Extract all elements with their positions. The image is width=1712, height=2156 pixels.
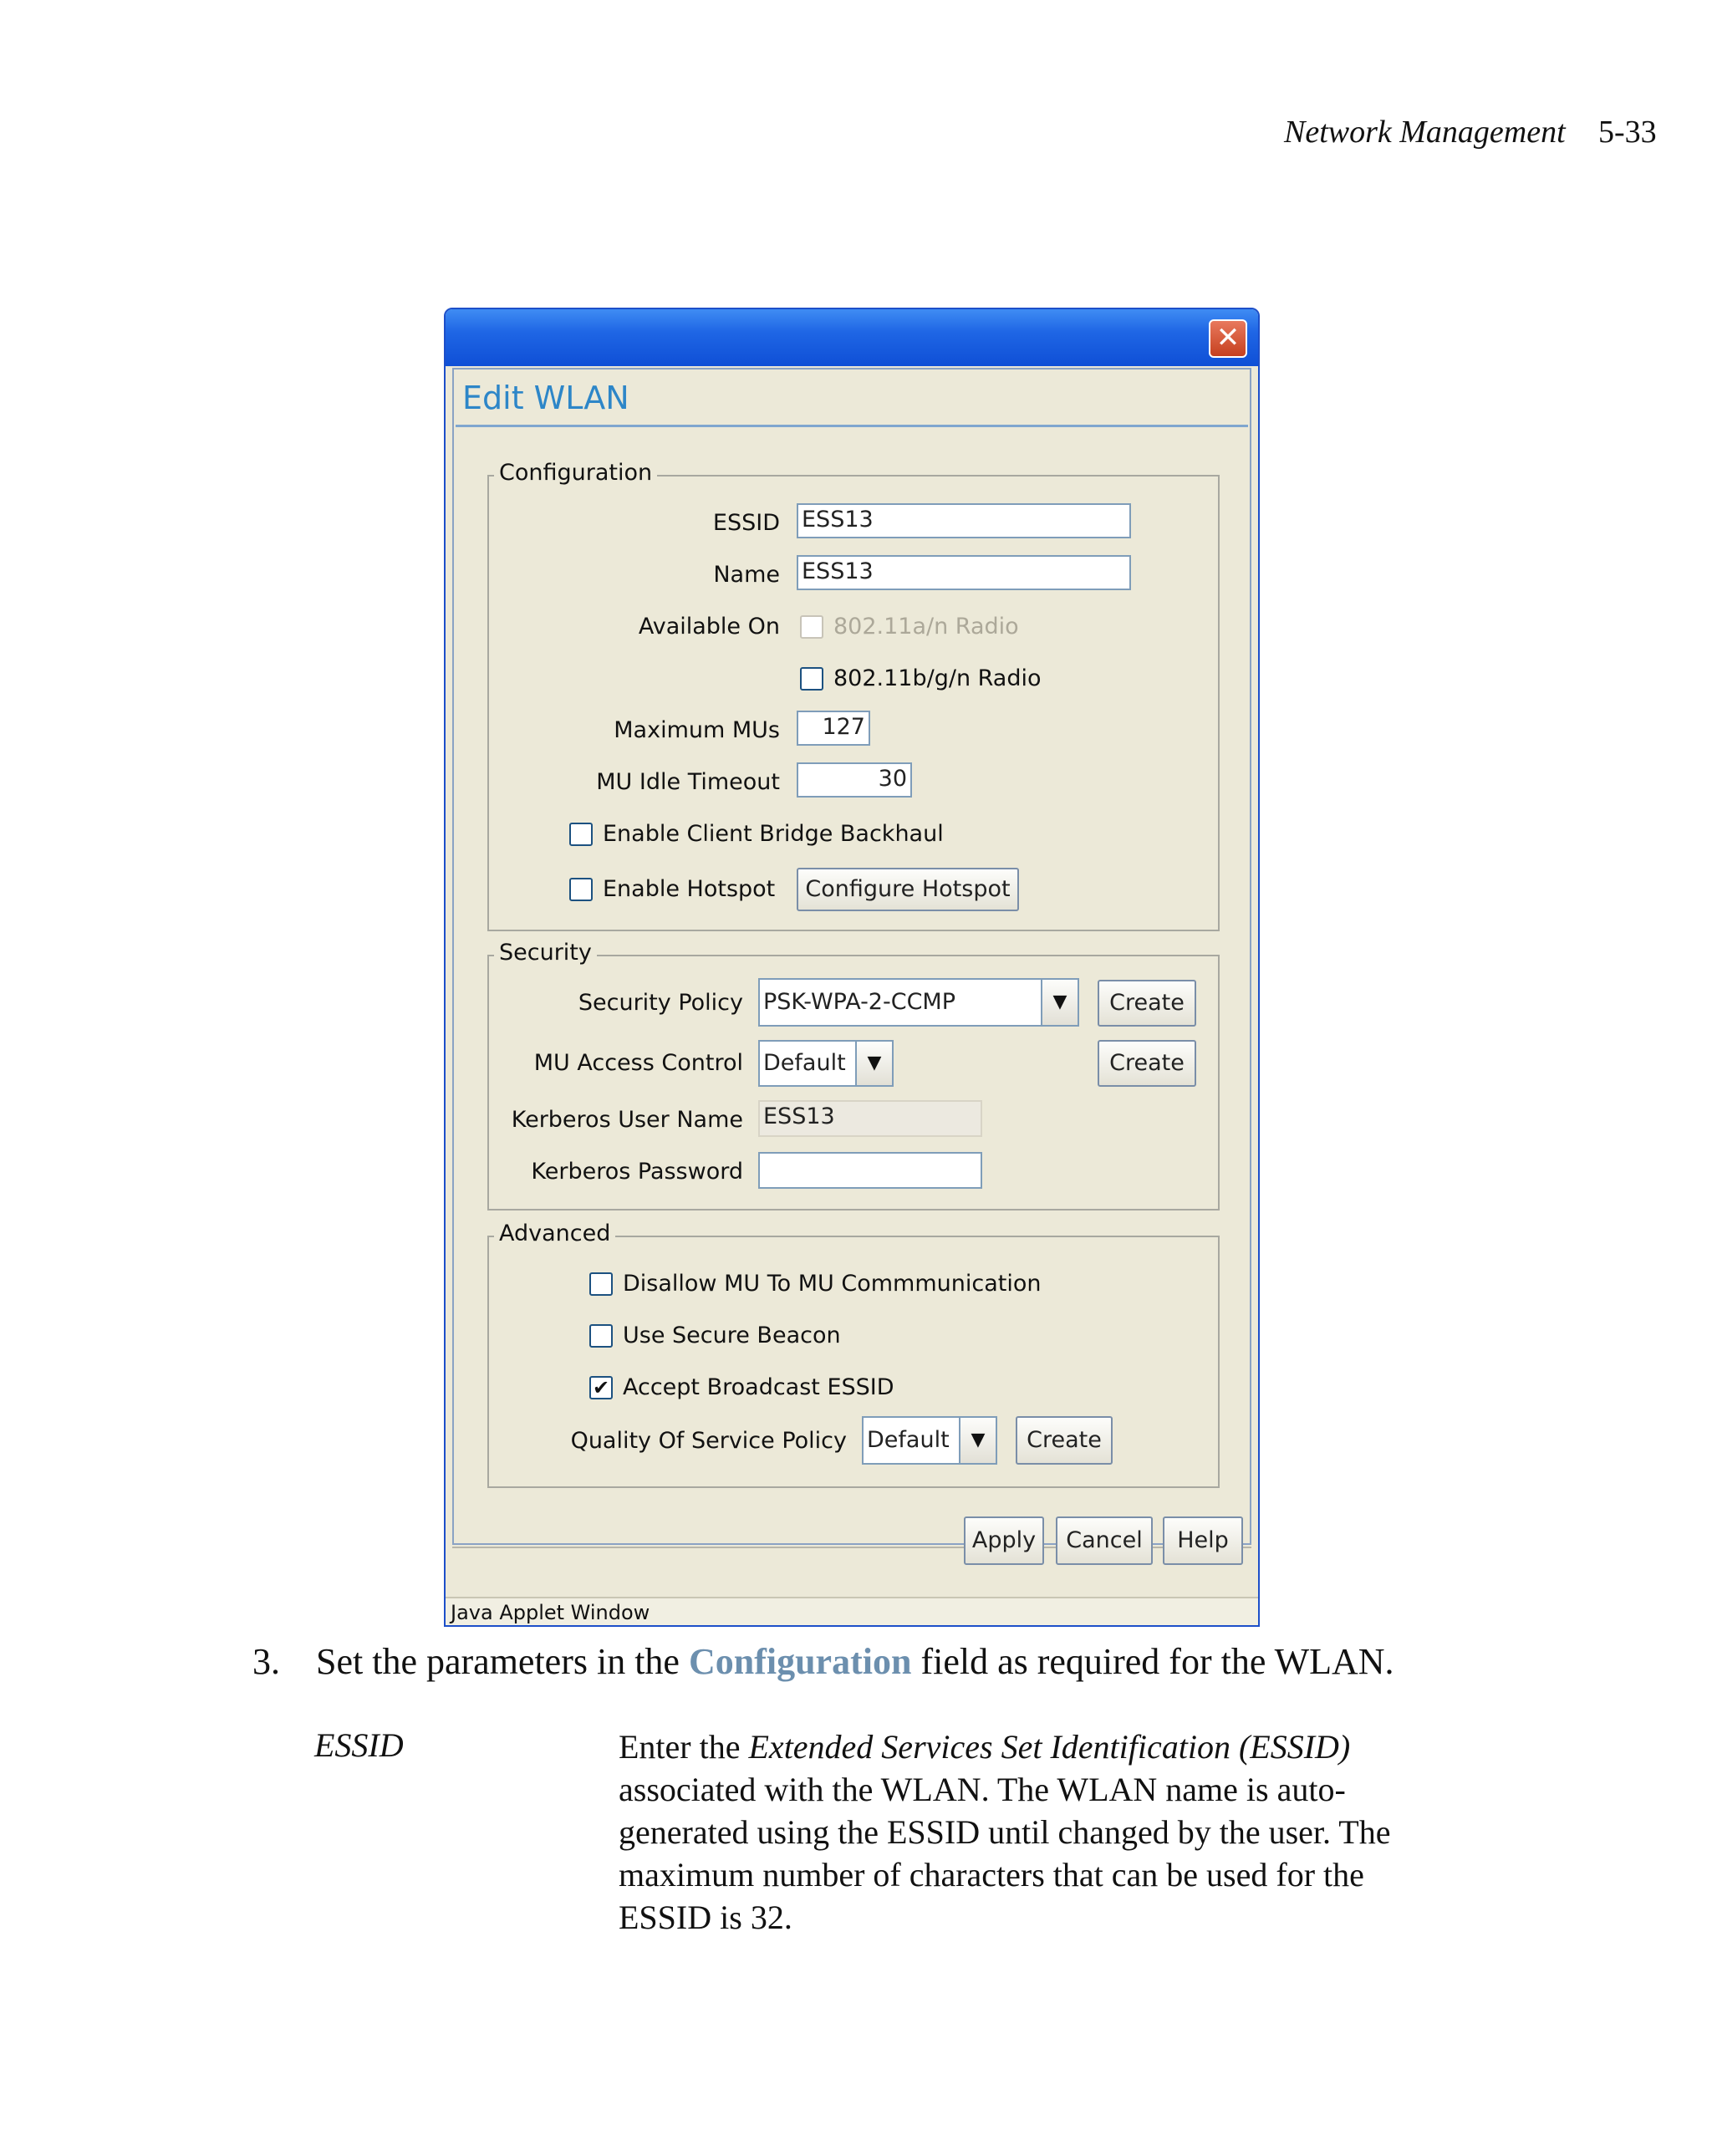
secure-beacon-checkbox[interactable] — [589, 1324, 613, 1348]
kerberos-user-label: Kerberos User Name — [511, 1107, 743, 1133]
name-label: Name — [713, 562, 780, 588]
hotspot-checkbox[interactable] — [569, 878, 593, 901]
desc-line-2: associated with the WLAN. The WLAN name is auto- — [619, 1771, 1346, 1808]
close-icon[interactable]: ✕ — [1209, 319, 1247, 358]
kerberos-user-input[interactable]: ESS13 — [758, 1100, 982, 1137]
step-text-post: field as required for the WLAN. — [911, 1641, 1394, 1682]
desc-line-1 — [619, 1725, 1538, 1768]
mu-access-control-label: MU Access Control — [533, 1050, 743, 1076]
window-titlebar[interactable] — [446, 309, 1258, 366]
create-qos-button[interactable]: Create — [1016, 1416, 1113, 1465]
definition-term: ESSID — [314, 1726, 404, 1764]
edit-wlan-window — [444, 308, 1260, 1627]
idle-timeout-input[interactable]: 30 — [797, 762, 912, 798]
page-number: 5-33 — [1598, 115, 1657, 150]
disallow-mu-label: Disallow MU To MU Commmunication — [623, 1271, 1042, 1297]
create-security-policy-button[interactable]: Create — [1098, 980, 1196, 1027]
chevron-down-icon[interactable]: ▼ — [1041, 980, 1078, 1025]
broadcast-essid-checkbox[interactable] — [589, 1376, 613, 1399]
checkmark-icon: ✔ — [592, 1376, 610, 1399]
advanced-legend: Advanced — [494, 1221, 615, 1247]
available-on-label: Available On — [638, 614, 780, 640]
chevron-down-icon[interactable]: ▼ — [855, 1042, 892, 1085]
configure-hotspot-button[interactable]: Configure Hotspot — [797, 868, 1019, 911]
step-text-pre: Set the parameters in the — [316, 1641, 689, 1682]
essid-input[interactable]: ESS13 — [797, 503, 1131, 538]
cancel-button[interactable]: Cancel — [1056, 1516, 1153, 1565]
name-input[interactable]: ESS13 — [797, 555, 1131, 590]
create-access-control-button[interactable]: Create — [1098, 1040, 1196, 1087]
qos-policy-value: Default — [867, 1427, 950, 1453]
definition-description — [619, 1725, 1538, 1939]
radio-bgn-checkbox[interactable] — [800, 667, 823, 691]
running-header-section: Network Management — [1284, 115, 1566, 150]
client-bridge-checkbox[interactable] — [569, 823, 593, 846]
radio-an-label: 802.11a/n Radio — [833, 614, 1019, 640]
radio-bgn-label: 802.11b/g/n Radio — [833, 665, 1042, 691]
hotspot-label: Enable Hotspot — [603, 876, 776, 902]
apply-button[interactable]: Apply — [964, 1516, 1044, 1565]
desc-line-5: ESSID is 32. — [619, 1899, 792, 1936]
radio-an-checkbox[interactable] — [800, 615, 823, 639]
configuration-group — [487, 475, 1220, 931]
step-number: 3. — [252, 1641, 280, 1682]
security-policy-label: Security Policy — [578, 990, 743, 1016]
dialog-title: Edit WLAN — [462, 380, 629, 416]
security-policy-select[interactable] — [758, 978, 1079, 1027]
broadcast-essid-label: Accept Broadcast ESSID — [623, 1374, 894, 1400]
mu-access-control-value: Default — [763, 1050, 846, 1076]
desc-line-4: maximum number of characters that can be used for the — [619, 1856, 1364, 1894]
security-policy-value: PSK-WPA-2-CCMP — [763, 989, 956, 1015]
max-mus-input[interactable]: 127 — [797, 711, 870, 746]
secure-beacon-label: Use Secure Beacon — [623, 1323, 841, 1348]
disallow-mu-checkbox[interactable] — [589, 1272, 613, 1296]
chevron-down-icon[interactable]: ▼ — [959, 1418, 996, 1463]
idle-timeout-label: MU Idle Timeout — [596, 769, 780, 795]
configuration-link[interactable]: Configuration — [688, 1641, 912, 1682]
desc-line-3: generated using the ESSID until changed by the user. The — [619, 1813, 1391, 1851]
kerberos-password-label: Kerberos Password — [531, 1159, 743, 1185]
security-legend: Security — [494, 940, 597, 966]
status-bar: Java Applet Window — [446, 1597, 1258, 1625]
configuration-legend: Configuration — [494, 460, 657, 487]
kerberos-password-input[interactable] — [758, 1152, 982, 1189]
essid-label: ESSID — [712, 510, 780, 536]
help-button[interactable]: Help — [1163, 1516, 1243, 1565]
desc-italic: Extended Services Set Identification (ESSID) — [748, 1728, 1351, 1766]
client-bridge-label: Enable Client Bridge Backhaul — [603, 821, 944, 847]
title-divider — [456, 425, 1248, 427]
qos-policy-label: Quality Of Service Policy — [570, 1428, 847, 1454]
step-text — [316, 1640, 1394, 1683]
max-mus-label: Maximum MUs — [614, 717, 780, 743]
desc-pre: Enter the — [619, 1728, 749, 1766]
